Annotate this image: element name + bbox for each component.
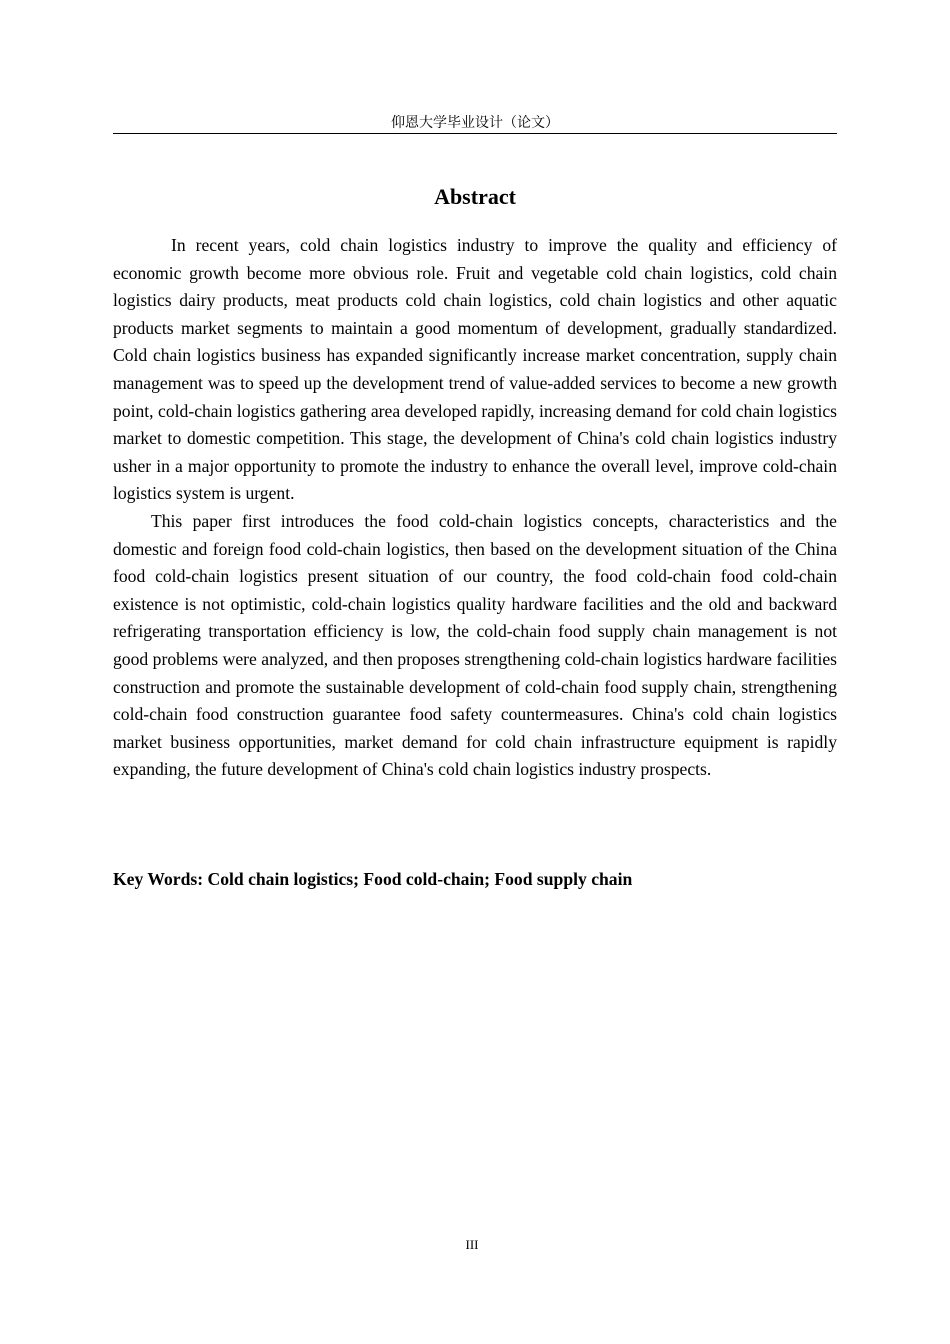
abstract-paragraph-1: In recent years, cold chain logistics industry to improve the quality and efficiency of economic growth become more obvious role. Fruit and vegetable cold chain logistics, cold chain logistics dairy products, meat products cold chain logistics, cold chain logistics and other aquatic products market segments to maintain a good momentum of development, gradually standardized. Cold chain logistics business has expanded significantly increase market concentration, supply chain management was to speed up the development trend of value-added services to become a new growth point, cold-chain logistics gathering area developed rapidly, increasing demand for cold chain logistics market to domestic competition. This stage, the development of China's cold chain logistics industry usher in a major opportunity to promote the industry to enhance the overall level, improve cold-chain logistics system is urgent. xyxy=(113,235,837,504)
header-rule xyxy=(113,133,837,134)
abstract-paragraph-2: This paper first introduces the food cold-chain logistics concepts, characteristics and the domestic and foreign food cold-chain logistics, then based on the development situation of the China food cold-chain logistics present situation of our country, the food cold-chain food cold-chain existence is not optimistic, cold-chain logistics quality hardware facilities and the old and backward refrigerating transportation efficiency is low, the cold-chain food supply chain management is not good problems were analyzed, and then proposes strengthening cold-chain logistics hardware facilities construction and promote the sustainable development of cold-chain food supply chain, strengthening cold-chain food construction guarantee food safety countermeasures. China's cold chain logistics market business opportunities, market demand for cold chain infrastructure equipment is rapidly expanding, the future development of China's cold chain logistics industry prospects. xyxy=(113,510,837,780)
running-header: 仰恩大学毕业设计（论文） xyxy=(391,115,559,131)
abstract-body xyxy=(113,232,837,784)
keywords-line: Key Words: Cold chain logistics; Food cold-chain; Food supply chain xyxy=(113,869,633,889)
page-number: III xyxy=(465,1237,479,1252)
abstract-title: Abstract xyxy=(434,184,516,209)
